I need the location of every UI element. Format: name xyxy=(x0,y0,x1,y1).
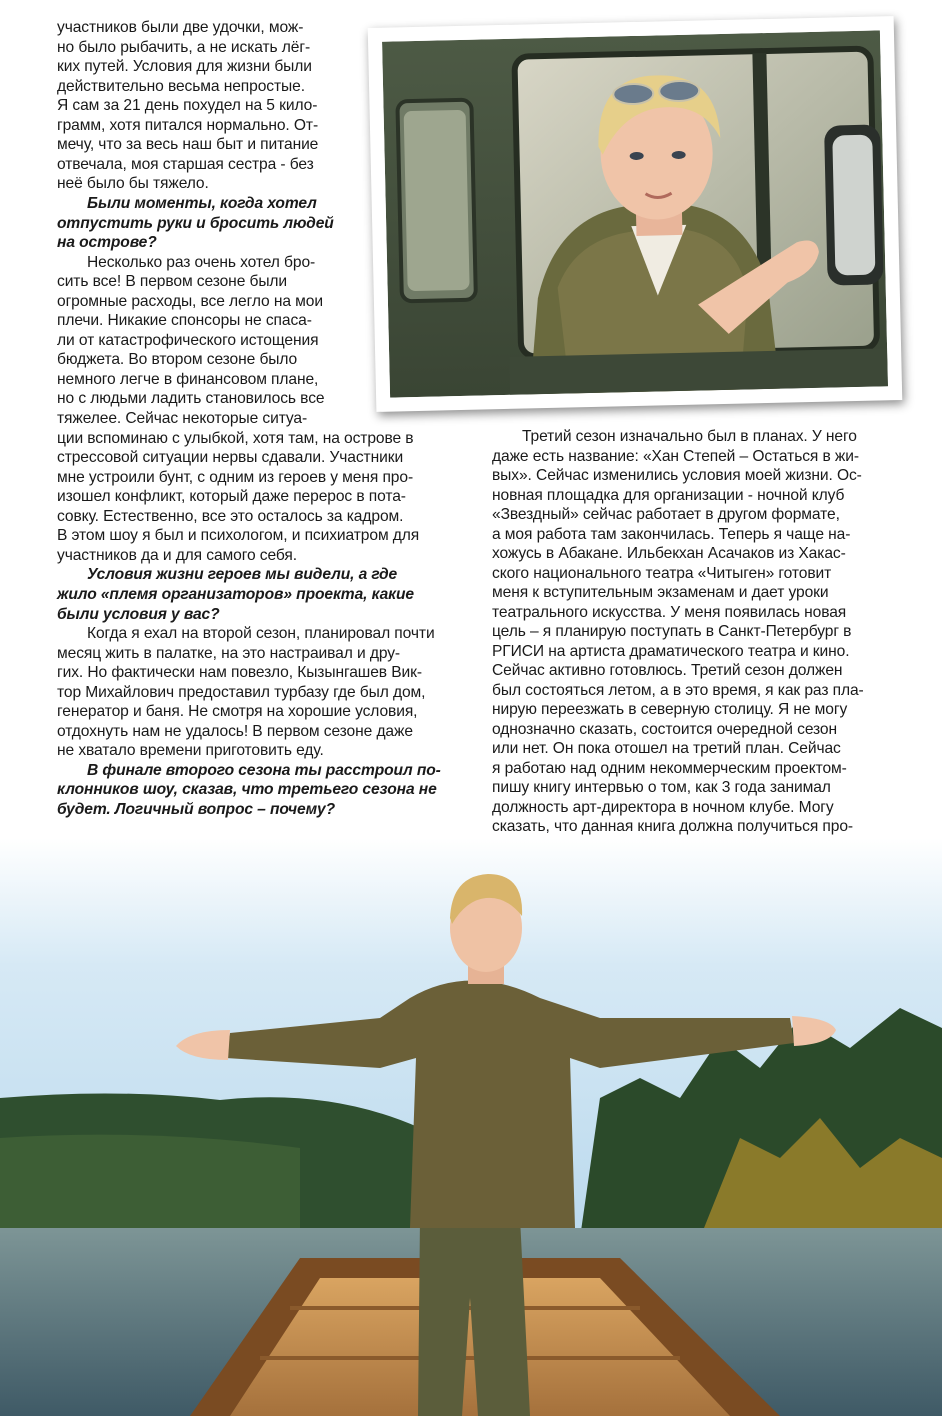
right-column-line: новная площадка для организации - ночной клуб xyxy=(492,486,845,504)
left-column-line: ких путей. Условия для жизни были xyxy=(57,58,312,76)
left-column-line: на острове? xyxy=(57,234,157,252)
left-column-line: клонников шоу, сказав, что третьего сезона не xyxy=(57,781,437,799)
left-column-line: не хватало времени приготовить еду. xyxy=(57,742,324,760)
right-column-line: театрального искусства. У меня появилась новая xyxy=(492,603,847,621)
right-column-line: вых». Сейчас изменились условия моей жизни. Ос- xyxy=(492,467,862,484)
left-column-line: участников да и для самого себя. xyxy=(57,546,297,564)
left-column-line: сить все! В первом сезоне были xyxy=(57,273,288,291)
right-column-line: хожусь в Абакане. Ильбекхан Асачаков из Хакас- xyxy=(492,545,846,562)
left-column-line: мечу, что за весь наш быт и питание xyxy=(57,136,319,154)
right-column-line: цель – я планирую поступать в Санкт-Петербург в xyxy=(492,623,852,640)
left-column-line: грамм, хотя питался нормально. От- xyxy=(57,116,319,134)
left-column-line: ции вспоминаю с улыбкой, хотя там, на острове в xyxy=(57,429,414,447)
left-column-line: Когда я ехал на второй сезон, планировал почти xyxy=(87,625,435,643)
right-column-line: РГИСИ на артиста драматического театра и кино. xyxy=(492,642,850,660)
right-column-line: или нет. Он пока отошел на третий план. Сейчас xyxy=(492,740,841,757)
left-column-line: участников были две удочки, мож- xyxy=(57,19,304,36)
left-column-line: огромные расходы, все легло на мои xyxy=(57,292,323,310)
right-column-line: «Звездный» сейчас работает в другом формате, xyxy=(492,506,840,523)
right-column-line: однозначно сказать, состоится очередной сезон xyxy=(492,720,838,738)
right-column-line: сказать, что данная книга должна получиться про- xyxy=(492,818,854,835)
left-column-line: ли от катастрофического истощения xyxy=(57,331,319,349)
right-column-line: меня к вступительным экзаменам и дает уроки xyxy=(492,584,829,601)
right-column-line: был состояться летом, а в это время, я как раз пла- xyxy=(492,681,864,699)
left-column-line: мне устроили бунт, с одним из героев у меня про- xyxy=(57,468,414,486)
right-column-line: пишу книгу интервью о том, как 3 года занимал xyxy=(492,779,831,796)
photo-man-on-boat xyxy=(0,838,942,1416)
right-column-line: Сейчас активно готовлюсь. Третий сезон должен xyxy=(492,662,843,679)
right-column-line: ского национального театра «Читыген» готовит xyxy=(492,564,832,582)
left-column-line: бюджета. Во втором сезоне было xyxy=(57,351,298,369)
left-column-line: жило «племя организаторов» проекта, какие xyxy=(57,585,414,603)
left-column-line: изошел конфликт, который даже перерос в пота- xyxy=(57,488,406,506)
left-column-line: совку. Естественно, все это осталось за кадром. xyxy=(57,507,404,525)
left-column-line: Условия жизни героев мы видели, а где xyxy=(87,566,398,584)
left-column-line: отпустить руки и бросить людей xyxy=(57,214,334,232)
left-column-line: генератор и баня. Не смотря на хорошие условия, xyxy=(57,703,418,721)
left-column-line: тяжелее. Сейчас некоторые ситуа- xyxy=(57,410,308,427)
left-column-line: отвечала, моя старшая сестра - без xyxy=(57,155,314,173)
left-column-line: неё было бы тяжело. xyxy=(57,175,209,193)
left-column-line: были условия у вас? xyxy=(57,605,220,623)
left-column-line: Я сам за 21 день похудел на 5 кило- xyxy=(57,97,318,115)
left-column-line: гих. Но фактически нам повезло, Кызынгашев Вик- xyxy=(57,664,422,682)
left-column-line: Несколько раз очень хотел бро- xyxy=(87,253,316,271)
left-column-line: плечи. Никакие спонсоры не спаса- xyxy=(57,312,312,330)
left-column-line: действительно весьма непростые. xyxy=(57,77,305,95)
right-column-line: нирую переезжать в северную столицу. Я не могу xyxy=(492,701,848,718)
photo-man-in-car xyxy=(368,16,903,412)
right-column-line: Третий сезон изначально был в планах. У него xyxy=(522,428,857,445)
left-column-line: В финале второго сезона ты расстроил по- xyxy=(87,761,441,779)
right-column-line: а моя работа там закончилась. Теперь я чаще на- xyxy=(492,525,851,543)
left-column-line: но с людьми ладить становилось все xyxy=(57,390,325,408)
left-column-line: месяц жить в палатке, на это настраивал и дру- xyxy=(57,644,401,662)
left-column-line: будет. Логичный вопрос – почему? xyxy=(57,801,336,818)
right-column-line: я работаю над одним некоммерческим проектом- xyxy=(492,759,847,777)
left-column-line: отдохнуть нам не удалось! В первом сезоне даже xyxy=(57,722,413,740)
left-column-line: но было рыбачить, а не искать лёг- xyxy=(57,38,311,56)
left-column-line: немного легче в финансовом плане, xyxy=(57,370,319,388)
right-column-line: даже есть название: «Хан Степей – Остаться в жи- xyxy=(492,447,859,465)
right-column-line: должность арт-директора в ночном клубе. Могу xyxy=(492,798,834,816)
left-column-line: тор Михайлович предоставил турбазу где был дом, xyxy=(57,683,426,701)
left-column-line: стрессовой ситуации нервы сдавали. Участники xyxy=(57,449,404,467)
left-column-line: В этом шоу я был и психологом, и психиатром для xyxy=(57,527,420,545)
left-column-line: Были моменты, когда хотел xyxy=(87,194,317,212)
